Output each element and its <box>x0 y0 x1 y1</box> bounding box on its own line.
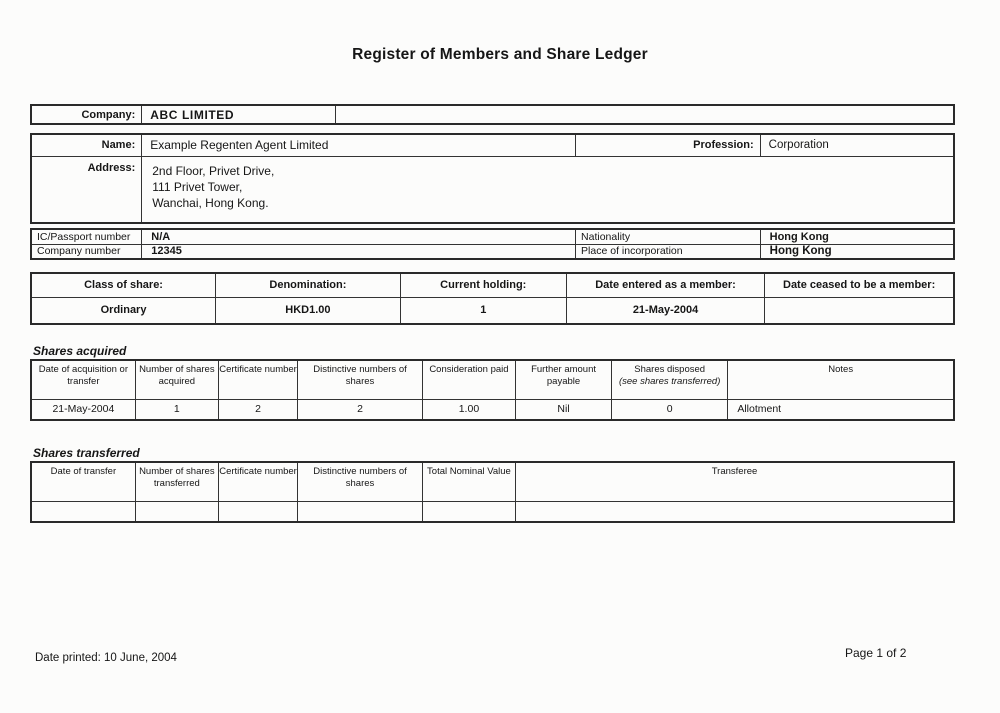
distinctive-numbers-value: 2 <box>298 399 423 420</box>
date-printed-text: Date printed: 10 June, 2004 <box>35 652 177 664</box>
shares-acquired-table <box>30 359 955 421</box>
shares-transferred-count-header: Number of shares transferred <box>135 462 218 501</box>
shares-disposed-header <box>612 360 728 399</box>
certificate-number-value: 2 <box>218 399 297 420</box>
date-entered-value: 21-May-2004 <box>566 297 764 324</box>
company-table <box>30 104 955 125</box>
distinctive-numbers-header: Distinctive numbers of shares <box>298 360 423 399</box>
consideration-paid-header: Consideration paid <box>422 360 515 399</box>
share-class-table <box>30 272 955 325</box>
notes-value: Allotment <box>728 399 954 420</box>
ic-passport-value: N/A <box>142 229 576 244</box>
page-number-text: Page 1 of 2 <box>845 646 907 660</box>
name-row <box>31 134 954 156</box>
share-class-header-row <box>31 273 954 297</box>
shares-acquired-data-row <box>31 399 954 420</box>
address-row <box>31 156 954 223</box>
profession-value: Corporation <box>760 134 954 156</box>
member-table <box>30 133 955 224</box>
company-number-value: 12345 <box>142 244 576 259</box>
transfer-date-header: Date of transfer <box>31 462 135 501</box>
transferee-header: Transferee <box>516 462 954 501</box>
address-value <box>142 156 954 223</box>
shares-transferred-header-row <box>31 462 954 501</box>
acquisition-date-header: Date of acquisition or transfer <box>31 360 135 399</box>
shares-acquired-title: Shares acquired <box>33 344 127 358</box>
date-ceased-value <box>765 297 954 324</box>
shares-transferred-title: Shares transferred <box>33 446 140 460</box>
shares-transferred-data-row <box>31 501 954 522</box>
transfer-certificate-number-value <box>218 501 297 522</box>
acquisition-date-value: 21-May-2004 <box>31 399 135 420</box>
consideration-paid-value: 1.00 <box>422 399 515 420</box>
ic-passport-label: IC/Passport number <box>31 229 142 244</box>
company-label: Company: <box>31 105 142 124</box>
denomination-header: Denomination: <box>216 273 401 297</box>
company-name-value: ABC LIMITED <box>142 105 336 124</box>
identity-row-2 <box>31 244 954 259</box>
shares-disposed-header-line2: (see shares transferred) <box>618 375 721 387</box>
transfer-distinctive-numbers-value <box>298 501 423 522</box>
nationality-label: Nationality <box>576 229 761 244</box>
shares-acquired-count-header: Number of shares acquired <box>135 360 218 399</box>
incorporation-label: Place of incorporation <box>576 244 761 259</box>
shares-transferred-count-value <box>135 501 218 522</box>
date-ceased-header: Date ceased to be a member: <box>765 273 954 297</box>
denomination-value: HKD1.00 <box>216 297 401 324</box>
address-line-1: 2nd Floor, Privet Drive, <box>152 163 275 178</box>
further-amount-header: Further amount payable <box>516 360 612 399</box>
company-row <box>31 105 954 124</box>
nationality-value: Hong Kong <box>760 229 954 244</box>
date-entered-header: Date entered as a member: <box>566 273 764 297</box>
further-amount-value: Nil <box>516 399 612 420</box>
company-number-label: Company number <box>31 244 142 259</box>
identity-row-1 <box>31 229 954 244</box>
class-of-share-value: Ordinary <box>31 297 216 324</box>
shares-disposed-header-line1: Shares disposed <box>634 364 706 375</box>
certificate-number-header: Certificate number <box>218 360 297 399</box>
address-line-3: Wanchai, Hong Kong. <box>152 195 269 210</box>
identity-table <box>30 228 955 260</box>
notes-header: Notes <box>728 360 954 399</box>
profession-label: Profession: <box>576 134 761 156</box>
transfer-distinctive-numbers-header: Distinctive numbers of shares <box>298 462 423 501</box>
shares-disposed-value: 0 <box>612 399 728 420</box>
incorporation-value: Hong Kong <box>760 244 954 259</box>
total-nominal-value-value <box>422 501 515 522</box>
address-label: Address: <box>31 156 142 223</box>
transfer-date-value <box>31 501 135 522</box>
transfer-certificate-number-header: Certificate number <box>218 462 297 501</box>
class-of-share-header: Class of share: <box>31 273 216 297</box>
address-line-2: 111 Privet Tower, <box>152 179 243 194</box>
current-holding-value: 1 <box>400 297 566 324</box>
transferee-value <box>516 501 954 522</box>
name-label: Name: <box>31 134 142 156</box>
total-nominal-value-header: Total Nominal Value <box>422 462 515 501</box>
shares-transferred-table <box>30 461 955 523</box>
member-name-value: Example Regenten Agent Limited <box>142 134 576 156</box>
share-class-data-row <box>31 297 954 324</box>
shares-acquired-header-row <box>31 360 954 399</box>
current-holding-header: Current holding: <box>400 273 566 297</box>
page-title: Register of Members and Share Ledger <box>352 46 648 63</box>
shares-acquired-count-value: 1 <box>135 399 218 420</box>
company-row-blank-cell <box>336 105 954 124</box>
